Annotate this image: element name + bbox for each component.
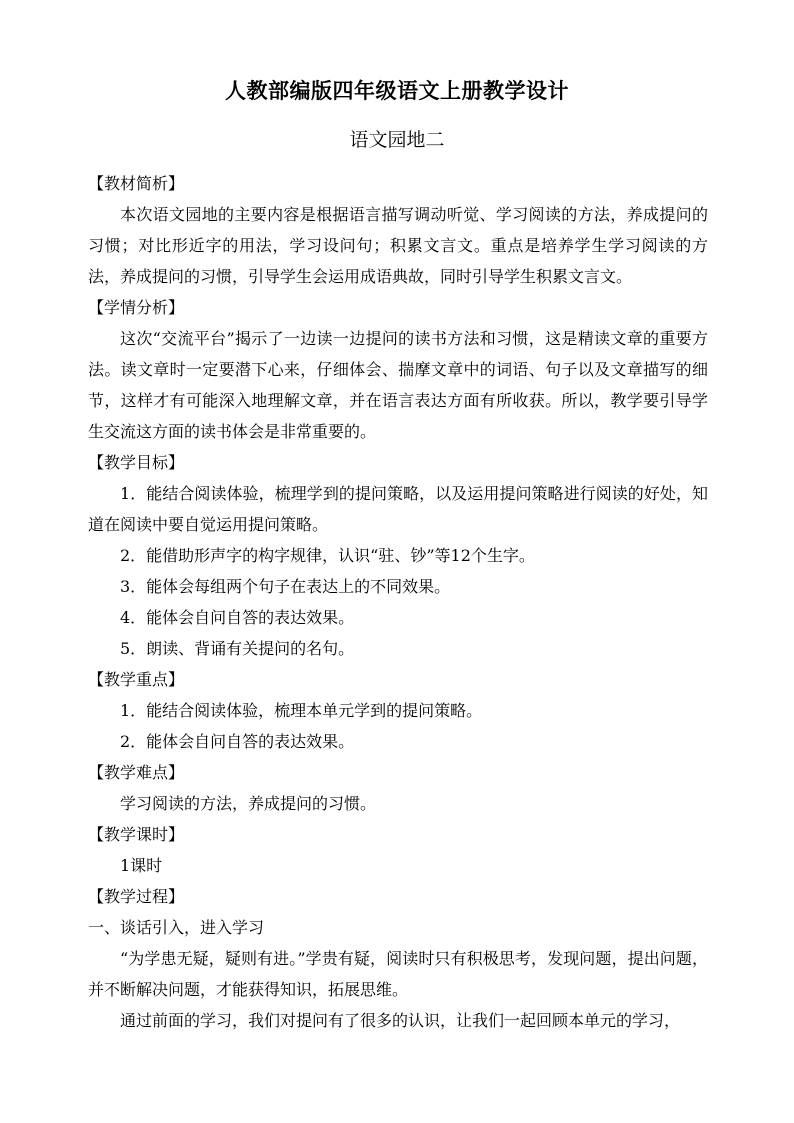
section-heading-class-hours: 【教学课时】 bbox=[88, 825, 185, 844]
paragraph-process-1: “为学患无疑，疑则有进。”学贵有疑，阅读时只有积极思考，发现问题，提出问题，并不断解决问题，才能获得知识，拓展思维。 bbox=[88, 949, 708, 999]
list-item: 1．能结合阅读体验，梳理本单元学到的提问策略。 bbox=[120, 701, 483, 720]
key-points-list bbox=[88, 695, 708, 757]
section-heading-difficulties: 【教学难点】 bbox=[88, 763, 185, 782]
list-item: 5．朗读、背诵有关提问的名句。 bbox=[120, 639, 355, 658]
paragraph-student-analysis: 这次“交流平台”揭示了一边读一边提问的读书方法和习惯，这是精读文章的重要方法。读文章时一定要潜下心来，仔细体会、揣摩文章中的词语、句子以及文章描写的细节，这样才有可能深入地理解文章，并在语言表达方面有所收获。所以，教学要引导学生交流这方面的读书体会是非常重要的。 bbox=[88, 329, 708, 441]
list-item: 4．能体会自问自答的表达效果。 bbox=[120, 608, 355, 627]
section-heading-student-analysis: 【学情分析】 bbox=[88, 298, 185, 317]
list-item: 2．能借助形声字的构字规律，认识“驻、钞”等12个生字。 bbox=[120, 546, 535, 565]
paragraph-textbook-analysis: 本次语文园地的主要内容是根据语言描写调动听觉、学习阅读的方法，养成提问的习惯；对比形近字的用法，学习设问句；积累文言文。重点是培养学生学习阅读的方法，养成提问的习惯，引导学生会运用成语典故，同时引导学生积累文言文。 bbox=[88, 205, 708, 286]
objectives-list bbox=[88, 478, 708, 664]
list-item: 2．能体会自问自答的表达效果。 bbox=[120, 732, 355, 751]
process-step-title: 一、谈话引入，进入学习 bbox=[88, 918, 265, 937]
list-item: 1．能结合阅读体验，梳理学到的提问策略，以及运用提问策略进行阅读的好处，知道在阅读中要自觉运用提问策略。 bbox=[88, 484, 708, 534]
section-heading-process: 【教学过程】 bbox=[88, 887, 185, 906]
document-subtitle: 语文园地二 bbox=[349, 129, 445, 151]
paragraph-class-hours: 1课时 bbox=[120, 856, 163, 875]
paragraph-process-2: 通过前面的学习，我们对提问有了很多的认识，让我们一起回顾本单元的学习， bbox=[120, 1011, 681, 1030]
paragraph-difficulties: 学习阅读的方法，养成提问的习惯。 bbox=[120, 794, 377, 813]
section-heading-objectives: 【教学目标】 bbox=[88, 453, 185, 472]
section-heading-textbook-analysis: 【教材简析】 bbox=[88, 174, 185, 193]
document-title: 人教部编版四年级语文上册教学设计 bbox=[225, 78, 569, 103]
section-heading-key-points: 【教学重点】 bbox=[88, 670, 185, 689]
document-body bbox=[88, 168, 708, 1036]
list-item: 3．能体会每组两个句子在表达上的不同效果。 bbox=[120, 577, 451, 596]
